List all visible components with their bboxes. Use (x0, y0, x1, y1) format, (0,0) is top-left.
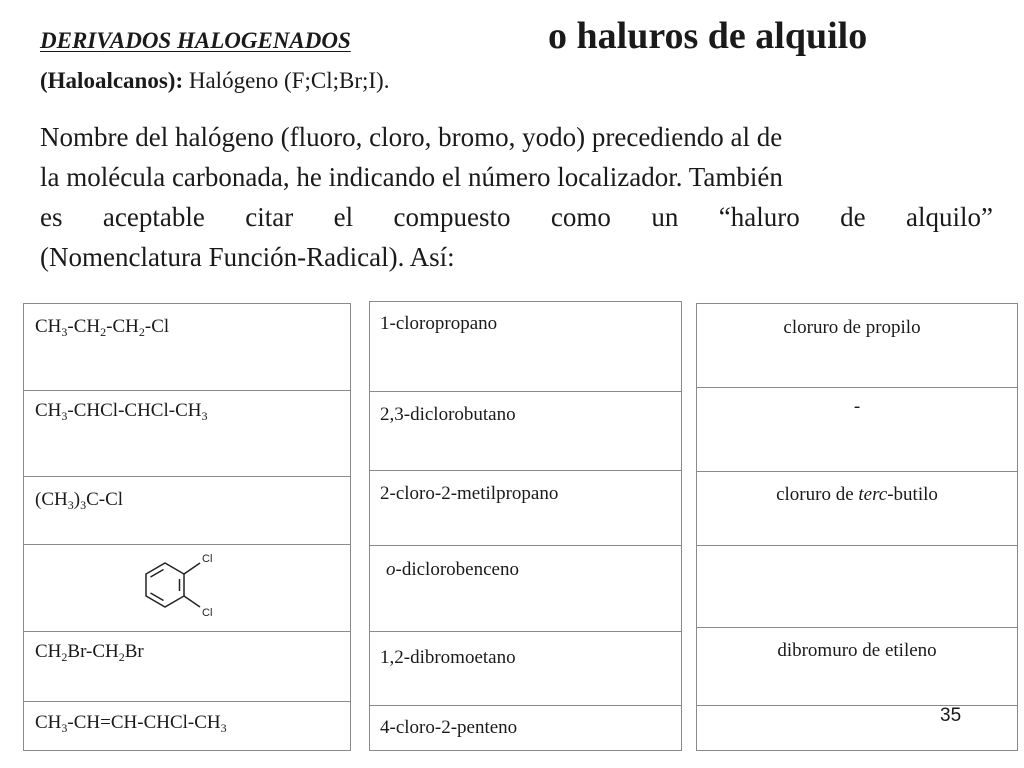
formula-segment: -Cl (144, 316, 170, 337)
iupac-name-rest: -diclorobenceno (395, 559, 519, 580)
formula-subscript: 2 (61, 650, 68, 664)
formula-segment: -CH=CH-CHCl-CH (67, 712, 221, 733)
iupac-name: 4-cloro-2-penteno (380, 717, 518, 738)
formula-subscript: 3 (61, 325, 68, 339)
radical-name-post: -butilo (887, 484, 938, 505)
formula-segment: -CHCl-CHCl-CH (67, 400, 202, 421)
name-row (370, 471, 681, 546)
radical-name-pre: cloruro de (776, 484, 859, 505)
name-row (370, 546, 681, 632)
formula-row (24, 304, 350, 391)
formula-row (24, 632, 350, 702)
formula-segment: Br-CH (67, 641, 119, 662)
paragraph-line: (Nomenclatura Función-Radical). Así: (40, 242, 455, 272)
page-title: o haluros de alquilo (548, 15, 868, 57)
formula-text (35, 316, 169, 338)
formula-segment: CH (35, 400, 62, 421)
formula-segment: ) (73, 489, 81, 510)
iupac-name-table (369, 301, 682, 751)
radical-name-table (696, 303, 1018, 751)
formula-subscript: 2 (118, 650, 125, 664)
name-row (370, 302, 681, 392)
iupac-name (386, 559, 519, 581)
formula-table (23, 303, 351, 751)
paragraph-line: es aceptable citar el compuesto como un “haluro de alquilo” (40, 202, 993, 232)
name-row (370, 392, 681, 471)
formula-row (24, 702, 350, 752)
formula-text (35, 712, 227, 734)
radical-name: dibromuro de etileno (777, 640, 937, 661)
page-number: 35 (940, 705, 962, 726)
radical-row (697, 706, 1017, 752)
formula-subscript: 3 (61, 409, 68, 423)
iupac-name: 2,3-diclorobutano (380, 404, 516, 425)
name-row (370, 632, 681, 706)
formula-segment: (CH (35, 489, 68, 510)
formula-row (24, 391, 350, 477)
cl-bond (184, 596, 200, 607)
radical-name: cloruro de propilo (783, 317, 921, 338)
formula-segment: CH (35, 712, 62, 733)
formula-text (35, 489, 123, 511)
formula-text (35, 400, 207, 422)
benzene-ring (146, 563, 184, 607)
description-paragraph (40, 117, 993, 277)
radical-row (697, 472, 1017, 546)
radical-row (697, 628, 1017, 706)
paragraph-line: la molécula carbonada, he indicando el número localizador. También (40, 162, 783, 192)
formula-row (24, 477, 350, 545)
iupac-name: 1,2-dibromoetano (380, 647, 516, 668)
formula-subscript: 2 (100, 325, 107, 339)
formula-segment: -CH (106, 316, 139, 337)
subtitle (40, 68, 389, 94)
iupac-name: 2-cloro-2-metilpropano (380, 483, 559, 504)
radical-row (697, 304, 1017, 388)
formula-segment: CH (35, 641, 62, 662)
radical-row (697, 546, 1017, 628)
name-row (370, 706, 681, 752)
cl-label: Cl (202, 607, 213, 619)
section-heading: DERIVADOS HALOGENADOS (40, 28, 351, 53)
formula-segment: C-Cl (86, 489, 124, 510)
radical-name: - (853, 396, 861, 417)
paragraph-line: Nombre del halógeno (fluoro, cloro, bromo, yodo) precediendo al de (40, 122, 783, 152)
subtitle-rest: Halógeno (F;Cl;Br;I). (183, 68, 390, 93)
formula-subscript: 3 (80, 498, 87, 512)
formula-text (35, 641, 144, 663)
ortho-prefix: o (386, 559, 396, 580)
cl-label: Cl (202, 553, 213, 565)
formula-subscript: 3 (67, 498, 74, 512)
formula-subscript: 3 (61, 721, 68, 735)
cl-bond (184, 563, 200, 574)
formula-segment: -CH (67, 316, 101, 337)
formula-segment: CH (35, 316, 62, 337)
subtitle-bold: (Haloalcanos): (40, 68, 184, 93)
terc-prefix: terc (858, 484, 888, 505)
formula-subscript: 2 (138, 325, 145, 339)
formula-segment: Br (124, 641, 144, 662)
formula-subscript: 3 (201, 409, 208, 423)
iupac-name: 1-cloropropano (380, 313, 498, 334)
radical-row (697, 388, 1017, 472)
formula-subscript: 3 (220, 721, 227, 735)
formula-row (24, 545, 350, 632)
radical-name (697, 484, 1017, 506)
dichlorobenzene-structure (106, 548, 226, 628)
